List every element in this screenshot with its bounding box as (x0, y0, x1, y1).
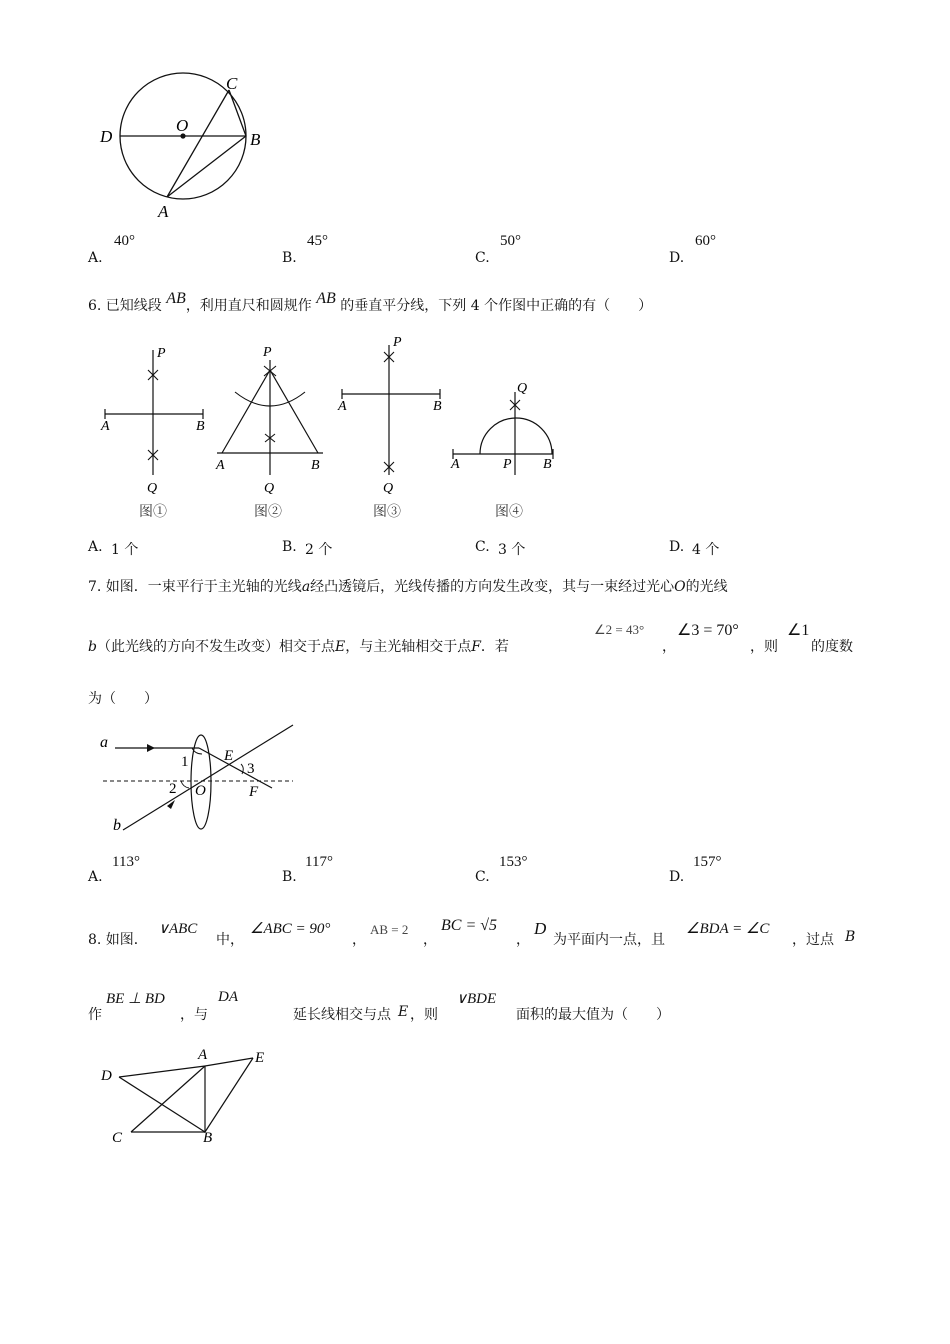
q6f1-caption: 图① (139, 505, 167, 520)
q7-line1 (88, 576, 728, 596)
q6f1-a: A (101, 419, 110, 434)
q7-opt-a-label[interactable]: A. (88, 869, 103, 885)
q6f3-caption: 图③ (373, 505, 401, 520)
q5-opt-a-value: 40° (114, 233, 135, 249)
q7f-f: F (249, 784, 259, 800)
q7-angle2: ∠2 = 43° (594, 622, 645, 637)
q6f3-b: B (433, 399, 442, 414)
q6-text-b: ，利用直尺和圆规作 (185, 298, 312, 314)
q7-line2-b: ，与主光轴相交于点 (345, 639, 472, 655)
q6f4-p: P (503, 457, 512, 472)
q8-angle: ∠ABC = 90° (250, 921, 331, 937)
q6f3-q: Q (383, 481, 394, 496)
q7-angle1: ∠1 (787, 622, 810, 639)
q8-zhong: 中， (216, 932, 244, 948)
q6-figures (95, 330, 575, 525)
q8-tri: ∨ABC (158, 921, 198, 937)
q6-fig4 (450, 381, 553, 520)
q6f2-q: Q (264, 481, 275, 496)
q8f-d: D (101, 1068, 112, 1084)
q6-fig1 (100, 346, 205, 520)
q7-then: ，则 (750, 639, 778, 655)
q7-lens-figure (95, 720, 305, 838)
q6-opt-b-label[interactable]: B. (282, 539, 297, 555)
q6f4-q: Q (517, 381, 528, 396)
chord-ab (167, 136, 246, 197)
q7-angle3: ∠3 = 70° (677, 622, 739, 639)
chord-cb (229, 90, 246, 136)
q7-line2 (88, 636, 509, 656)
q7-line3: 为（ ） (88, 691, 158, 707)
q7f-b: b (113, 817, 121, 834)
q6-opt-c-value: 3 个 (498, 542, 526, 558)
label-o: O (176, 116, 189, 135)
q6f1-p: P (157, 346, 166, 361)
q6f2-p: P (263, 345, 272, 360)
q8-t5: ，则 (410, 1007, 438, 1023)
q7f-e: E (224, 748, 234, 764)
q6f1-b: B (196, 419, 205, 434)
q7f-a: a (100, 734, 108, 751)
q7-opt-d-label[interactable]: D. (669, 869, 685, 885)
q5-opt-b-label[interactable]: B. (282, 250, 297, 266)
label-c: C (226, 74, 238, 93)
q7-line1-c: 的光线 (685, 579, 728, 595)
q5-opt-a-label[interactable]: A. (88, 250, 103, 266)
q6-seg-ab: AB (166, 290, 186, 307)
q8f-a: A (198, 1047, 208, 1063)
q7f-2: 2 (169, 781, 177, 797)
q7-opt-a-value: 113° (112, 854, 140, 870)
q7-b: b (88, 639, 97, 655)
q6-opt-d-value: 4 个 (692, 542, 720, 558)
label-a: A (158, 202, 169, 221)
q6-opt-d-label[interactable]: D. (669, 539, 685, 555)
chord-ac (167, 90, 229, 197)
q8-da: DA (218, 989, 238, 1005)
q8-tri2: ∨BDE (456, 991, 497, 1007)
q7f-3: 3 (247, 761, 255, 777)
q8-bc: BC = √5 (441, 917, 498, 934)
q6f3-p: P (393, 335, 402, 350)
q5-opt-d-label[interactable]: D. (669, 250, 685, 266)
q8-t2: ，过点 (792, 932, 834, 948)
q7-opt-d-value: 157° (693, 854, 722, 870)
q7-opt-b-value: 117° (305, 854, 333, 870)
q6-text-a: 6. 已知线段 (88, 298, 162, 314)
q7-a: a (301, 579, 311, 595)
q8-c1: ， (352, 932, 366, 948)
q8-t6: 面积的最大值为（ ） (516, 1007, 670, 1023)
q8-c2: ， (423, 932, 437, 948)
q6-opt-b-value: 2 个 (305, 542, 333, 558)
q6-opt-c-label[interactable]: C. (475, 539, 490, 555)
q6-fig2 (215, 345, 323, 520)
q5-circle-figure (95, 70, 285, 225)
q7-line2-e: 的度数 (811, 639, 853, 655)
q8-lead: 8. 如图． (88, 932, 148, 948)
q7-comma: ， (662, 639, 676, 655)
label-b: B (250, 130, 261, 149)
q8-figure (95, 1040, 285, 1152)
q7-e: E (334, 639, 346, 655)
q7-o: O (674, 579, 686, 595)
q8-perp: BE ⊥ BD (106, 991, 165, 1007)
q8-t4: 延长线相交与点 (293, 1007, 391, 1023)
q7-line2-a: （此光线的方向不发生改变）相交于点 (96, 639, 335, 655)
q6f2-caption: 图② (254, 505, 282, 520)
q5-opt-c-label[interactable]: C. (475, 250, 490, 266)
q7-opt-c-label[interactable]: C. (475, 869, 490, 885)
q7f-1: 1 (181, 754, 189, 770)
q6f1-q: Q (147, 481, 158, 496)
q8-c3: ， (516, 932, 530, 948)
q6f4-a: A (451, 457, 460, 472)
q6f2-b: B (311, 458, 320, 473)
q8-t1: 为平面内一点，且 (553, 932, 665, 948)
q6f4-caption: 图④ (495, 505, 523, 520)
q7-line1-b: 经凸透镜后，光线传播的方向发生改变，其与一束经过光心 (310, 579, 675, 595)
q8f-c: C (112, 1130, 123, 1146)
q6-stem (88, 290, 653, 315)
q7-f: F (471, 639, 481, 655)
q7f-o: O (195, 783, 206, 799)
label-d: D (100, 127, 113, 146)
q8-d: D (534, 919, 547, 938)
q8-t3: ，与 (180, 1007, 208, 1023)
q6-seg-ab-2: AB (316, 290, 336, 307)
q8f-b: B (203, 1130, 213, 1146)
q8-cond: ∠BDA = ∠C (686, 921, 770, 937)
q7-line2-c: ．若 (480, 639, 509, 655)
q7-opt-b-label[interactable]: B. (282, 869, 297, 885)
q8-e: E (398, 1004, 409, 1020)
q5-opt-d-value: 60° (695, 233, 716, 249)
q6-fig3 (337, 335, 442, 520)
q6f4-b: B (543, 457, 552, 472)
q5-opt-c-value: 50° (500, 233, 521, 249)
q6-opt-a-label[interactable]: A. (88, 539, 103, 555)
q6f3-a: A (338, 399, 347, 414)
q8-ab: AB = 2 (370, 922, 409, 937)
q8-zuo: 作 (88, 1007, 102, 1023)
q7-opt-c-value: 153° (499, 854, 528, 870)
q6f2-a: A (216, 458, 225, 473)
q8f-e: E (255, 1050, 265, 1066)
q6-text-c: 的垂直平分线，下列 4 个作图中正确的有（ ） (340, 298, 653, 314)
q6-opt-a-value: 1 个 (111, 542, 139, 558)
q8-b: B (845, 929, 856, 945)
q5-opt-b-value: 45° (307, 233, 328, 249)
q7-line1-a: 7. 如图．一束平行于主光轴的光线 (88, 579, 302, 595)
